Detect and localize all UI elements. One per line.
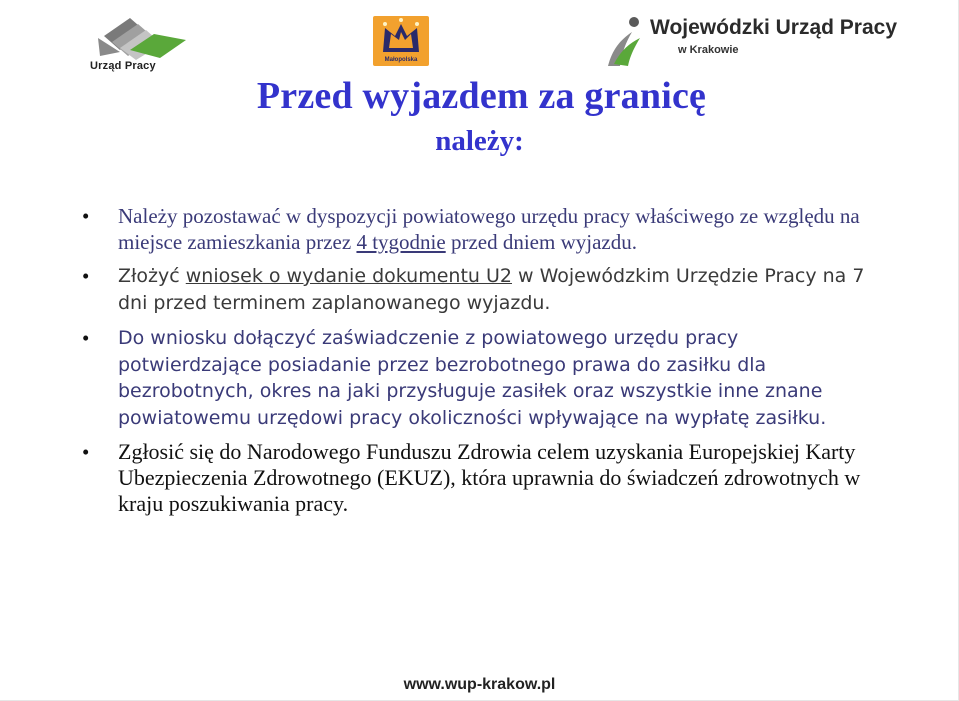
slide-subtitle: należy:	[435, 125, 524, 157]
bullet-marker: •	[82, 440, 90, 464]
malopolska-emblem-icon	[373, 16, 429, 56]
cascading-pages-logo-icon	[90, 16, 190, 60]
bullet-1-text: Należy pozostawać w dyspozycji powiatowego urzędu pracy właściwego ze względu na miejsce zamieszkania przez	[118, 204, 860, 254]
bullet-2-link[interactable]: wniosek o wydanie dokumentu U2	[185, 265, 512, 287]
bullet-marker: •	[82, 204, 90, 228]
wup-logo-title: Wojewódzki Urząd Pracy	[650, 16, 898, 39]
bullet-1-link[interactable]: 4 tygodnie	[356, 230, 446, 254]
slide-subtitle-row	[0, 125, 959, 158]
bullet-list	[78, 203, 868, 525]
slide-title: Przed wyjazdem za granicę	[256, 75, 707, 117]
wup-krakow-logo	[604, 14, 904, 70]
bullet-item-3	[78, 325, 868, 431]
slide-title-row	[0, 74, 959, 118]
bullet-2-text-end: w Wojewódzkim Urzędzie Pracy na 7 dni przed terminem zaplanowanego wyjazdu.	[118, 265, 865, 314]
bullet-item-1	[78, 203, 868, 255]
bullet-item-4	[78, 439, 868, 517]
urzad-pracy-logo-text: Urząd Pracy	[90, 60, 156, 72]
running-figure-logo-icon	[604, 14, 648, 70]
urzad-pracy-logo	[90, 16, 190, 78]
bullet-marker: •	[82, 326, 90, 350]
malopolska-logo-text: Małopolska	[384, 57, 418, 63]
bullet-item-2	[78, 263, 868, 317]
footer-url[interactable]: www.wup-krakow.pl	[403, 676, 556, 693]
bullet-3-text: Do wniosku dołączyć zaświadczenie z powiatowego urzędu pracy potwierdzające posiadanie przez bezrobotnego prawa do zasiłku dla bezrobotnych, okres na jaki przysługuje zasiłek oraz wszystkie inne znane powiatowemu urzędowi pracy okoliczności wpływające na wypłatę zasiłku.	[118, 327, 827, 429]
bullet-2-text: Złożyć	[118, 265, 186, 287]
wup-logo-subtitle: w Krakowie	[678, 44, 739, 56]
bullet-4-text: Zgłosić się do Narodowego Funduszu Zdrowia celem uzyskania Europejskiej Karty Ubezpieczenia Zdrowotnego (EKUZ), która uprawnia do świadczeń zdrowotnych w kraju poszukiwania pracy.	[118, 439, 861, 516]
bullet-1-text-end: przed dniem wyjazdu.	[445, 230, 637, 254]
bullet-marker: •	[82, 264, 90, 288]
malopolska-logo	[373, 16, 429, 66]
